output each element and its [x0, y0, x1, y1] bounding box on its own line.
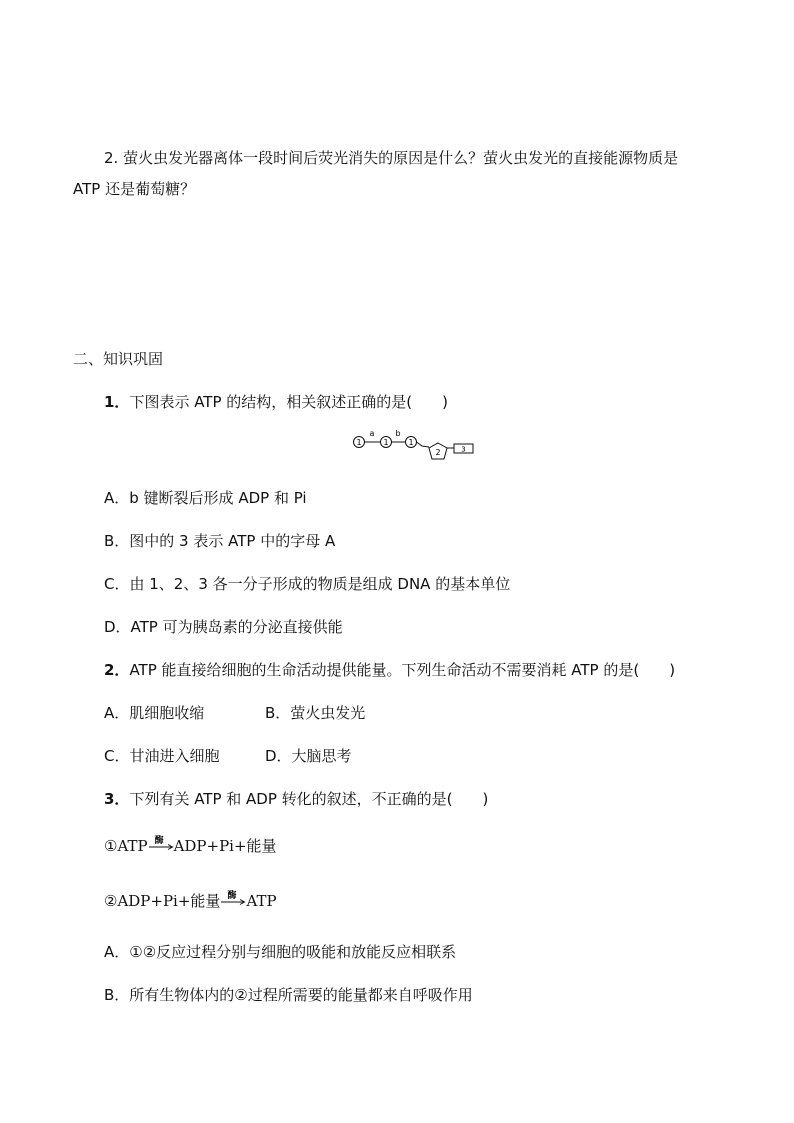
q2-option-c: C．甘油进入细胞	[104, 747, 220, 765]
q2-number: 2．	[104, 661, 130, 679]
q3-option-a: A．①②反应过程分别与细胞的吸能和放能反应相联系	[104, 943, 457, 961]
q3-number: 3．	[104, 790, 130, 808]
q-prev-2-line1: 2. 萤火虫发光器离体一段时间后荧光消失的原因是什么？萤火虫发光的直接能源物质是	[104, 149, 679, 167]
q2-option-a: A．肌细胞收缩	[104, 704, 205, 722]
reaction-1	[104, 836, 277, 856]
q3-stem	[104, 789, 488, 809]
q1-option-b: B．图中的 3 表示 ATP 中的字母 A	[104, 532, 336, 550]
reaction-1-arrow	[148, 836, 174, 856]
phosphate-label-3: 1	[408, 438, 414, 447]
atp-structure-diagram	[352, 426, 476, 466]
q1-option-d: D．ATP 可为胰岛素的分泌直接供能	[104, 618, 343, 636]
q1-text: 下图表示 ATP 的结构，相关叙述正确的是( )	[129, 393, 448, 411]
q2-option-d: D．大脑思考	[265, 747, 352, 765]
q2-stem	[104, 660, 675, 680]
q1-stem	[104, 392, 448, 412]
section-title: 二、知识巩固	[73, 350, 164, 368]
q-prev-2-line2: ATP 还是葡萄糖？	[73, 180, 196, 198]
phosphate-label-2: 1	[383, 438, 389, 447]
q1-option-a: A．b 键断裂后形成 ADP 和 Pi	[104, 489, 307, 507]
link-to-sugar	[417, 442, 430, 447]
q1-option-c: C．由 1、2、3 各一分子形成的物质是组成 DNA 的基本单位	[104, 575, 511, 593]
q3-option-b: B．所有生物体内的②过程所需要的能量都来自呼吸作用	[104, 986, 473, 1004]
reaction-2-left: ②ADP+Pi+能量	[104, 892, 221, 910]
q1-number: 1．	[104, 393, 130, 411]
enzyme-label-2: 酶	[227, 891, 237, 901]
reaction-2-arrow	[220, 891, 246, 911]
arrow-right-icon	[220, 891, 246, 911]
pentose-label: 2	[435, 448, 441, 457]
base-label: 3	[461, 445, 466, 454]
bond-b-label: b	[395, 429, 401, 438]
arrow-right-icon	[148, 836, 174, 856]
bond-a-label: a	[369, 429, 375, 438]
q2-text: ATP 能直接给细胞的生命活动提供能量。下列生命活动不需要消耗 ATP 的是( )	[129, 661, 676, 679]
reaction-1-right: ADP+Pi+能量	[173, 837, 277, 855]
q3-text: 下列有关 ATP 和 ADP 转化的叙述，不正确的是( )	[129, 790, 489, 808]
enzyme-label-1: 酶	[154, 836, 164, 846]
phosphate-label-1: 1	[356, 438, 362, 447]
reaction-2	[104, 891, 277, 911]
reaction-1-left: ①ATP	[104, 837, 148, 855]
reaction-2-right: ATP	[246, 892, 277, 910]
q2-option-b: B．萤火虫发光	[265, 704, 366, 722]
